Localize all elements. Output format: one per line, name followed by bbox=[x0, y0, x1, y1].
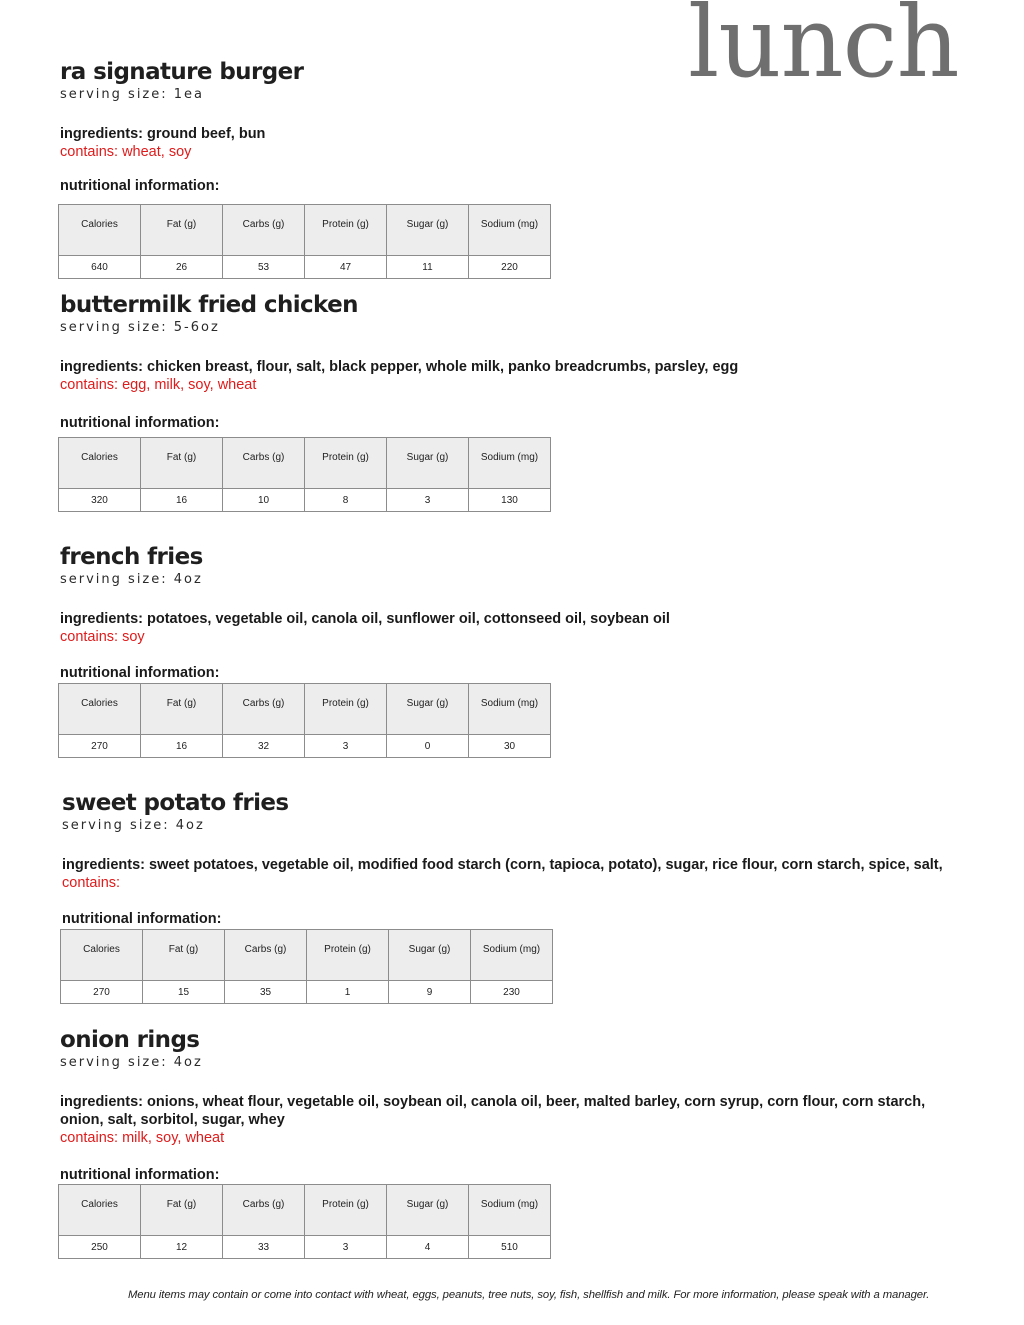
val-carbs: 35 bbox=[225, 981, 307, 1004]
ingredients: ingredients: onions, wheat flour, vegetable oil, soybean oil, canola oil, beer, malted barley, corn syrup, corn flour, corn starch, onion, salt, sorbitol, sugar, whey bbox=[60, 1094, 926, 1128]
nutrition-table bbox=[58, 437, 551, 512]
val-fat: 16 bbox=[141, 735, 223, 758]
ingredients: ingredients: potatoes, vegetable oil, canola oil, sunflower oil, cottonseed oil, soybean oil bbox=[60, 611, 670, 627]
col-carbs: Carbs (g) bbox=[223, 684, 305, 735]
ingredients: ingredients: ground beef, bun bbox=[60, 126, 266, 142]
col-sodium: Sodium (mg) bbox=[469, 438, 551, 489]
val-sugar: 3 bbox=[387, 489, 469, 512]
val-calories: 270 bbox=[59, 735, 141, 758]
nutrition-table bbox=[60, 929, 553, 1004]
val-sodium: 510 bbox=[469, 1236, 551, 1259]
val-calories: 270 bbox=[61, 981, 143, 1004]
col-protein: Protein (g) bbox=[307, 930, 389, 981]
val-fat: 26 bbox=[141, 256, 223, 279]
menu-item-french-fries bbox=[60, 543, 960, 763]
val-sodium: 30 bbox=[469, 735, 551, 758]
allergens: contains: wheat, soy bbox=[60, 144, 192, 160]
nutrition-label: nutritional information: bbox=[60, 178, 220, 194]
val-sodium: 130 bbox=[469, 489, 551, 512]
nutrition-table bbox=[58, 683, 551, 758]
col-calories: Calories bbox=[61, 930, 143, 981]
col-fat: Fat (g) bbox=[141, 684, 223, 735]
val-sugar: 0 bbox=[387, 735, 469, 758]
menu-item-buttermilk-fried-chicken bbox=[60, 291, 960, 521]
val-sugar: 4 bbox=[387, 1236, 469, 1259]
val-sodium: 220 bbox=[469, 256, 551, 279]
col-sugar: Sugar (g) bbox=[387, 438, 469, 489]
val-protein: 8 bbox=[305, 489, 387, 512]
item-title: sweet potato fries bbox=[62, 790, 289, 816]
val-fat: 16 bbox=[141, 489, 223, 512]
col-carbs: Carbs (g) bbox=[223, 438, 305, 489]
serving-size: serving size: 5-6oz bbox=[60, 320, 220, 335]
val-protein: 3 bbox=[305, 1236, 387, 1259]
col-sodium: Sodium (mg) bbox=[469, 205, 551, 256]
ingredients: ingredients: chicken breast, flour, salt, black pepper, whole milk, panko breadcrumbs, parsley, egg bbox=[60, 359, 739, 375]
val-fat: 15 bbox=[143, 981, 225, 1004]
col-sugar: Sugar (g) bbox=[389, 930, 471, 981]
col-fat: Fat (g) bbox=[143, 930, 225, 981]
col-protein: Protein (g) bbox=[305, 205, 387, 256]
item-title: buttermilk fried chicken bbox=[60, 292, 358, 318]
val-calories: 640 bbox=[59, 256, 141, 279]
col-calories: Calories bbox=[59, 1185, 141, 1236]
allergens: contains: soy bbox=[60, 629, 145, 645]
val-carbs: 33 bbox=[223, 1236, 305, 1259]
val-protein: 1 bbox=[307, 981, 389, 1004]
item-title: onion rings bbox=[60, 1027, 200, 1053]
col-carbs: Carbs (g) bbox=[223, 205, 305, 256]
item-title: ra signature burger bbox=[60, 59, 304, 85]
val-calories: 320 bbox=[59, 489, 141, 512]
allergens: contains: bbox=[62, 875, 121, 891]
col-fat: Fat (g) bbox=[141, 1185, 223, 1236]
val-calories: 250 bbox=[59, 1236, 141, 1259]
col-carbs: Carbs (g) bbox=[223, 1185, 305, 1236]
serving-size: serving size: 4oz bbox=[62, 818, 205, 833]
col-protein: Protein (g) bbox=[305, 438, 387, 489]
menu-item-sweet-potato-fries bbox=[62, 789, 962, 1009]
val-fat: 12 bbox=[141, 1236, 223, 1259]
val-carbs: 53 bbox=[223, 256, 305, 279]
val-sugar: 9 bbox=[389, 981, 471, 1004]
col-sugar: Sugar (g) bbox=[387, 205, 469, 256]
val-protein: 47 bbox=[305, 256, 387, 279]
nutrition-label: nutritional information: bbox=[62, 911, 222, 927]
nutrition-label: nutritional information: bbox=[60, 665, 220, 681]
val-carbs: 10 bbox=[223, 489, 305, 512]
nutrition-label: nutritional information: bbox=[60, 415, 220, 431]
col-sodium: Sodium (mg) bbox=[469, 684, 551, 735]
col-sugar: Sugar (g) bbox=[387, 1185, 469, 1236]
val-sodium: 230 bbox=[471, 981, 553, 1004]
col-protein: Protein (g) bbox=[305, 684, 387, 735]
allergens: contains: egg, milk, soy, wheat bbox=[60, 377, 257, 393]
ingredients: ingredients: sweet potatoes, vegetable oil, modified food starch (corn, tapioca, potato), sugar, rice flour, corn starch, spice, salt, bbox=[62, 857, 943, 873]
col-fat: Fat (g) bbox=[141, 438, 223, 489]
nutrition-label: nutritional information: bbox=[60, 1167, 220, 1183]
col-sodium: Sodium (mg) bbox=[469, 1185, 551, 1236]
col-fat: Fat (g) bbox=[141, 205, 223, 256]
col-protein: Protein (g) bbox=[305, 1185, 387, 1236]
col-sugar: Sugar (g) bbox=[387, 684, 469, 735]
col-sodium: Sodium (mg) bbox=[471, 930, 553, 981]
col-carbs: Carbs (g) bbox=[225, 930, 307, 981]
item-title: french fries bbox=[60, 544, 203, 570]
col-calories: Calories bbox=[59, 438, 141, 489]
nutrition-table bbox=[58, 1184, 551, 1259]
serving-size: serving size: 4oz bbox=[60, 572, 203, 587]
nutrition-table bbox=[58, 204, 551, 279]
serving-size: serving size: 4oz bbox=[60, 1055, 203, 1070]
val-sugar: 11 bbox=[387, 256, 469, 279]
page-heading: lunch bbox=[688, 0, 959, 100]
menu-item-ra-signature-burger bbox=[60, 58, 960, 288]
val-carbs: 32 bbox=[223, 735, 305, 758]
allergens: contains: milk, soy, wheat bbox=[60, 1130, 225, 1146]
menu-item-onion-rings bbox=[60, 1026, 960, 1266]
col-calories: Calories bbox=[59, 684, 141, 735]
serving-size: serving size: 1ea bbox=[60, 87, 204, 102]
col-calories: Calories bbox=[59, 205, 141, 256]
allergen-disclaimer: Menu items may contain or come into contact with wheat, eggs, peanuts, tree nuts, soy, fish, shellfish and milk. For more information, please speak with a manager. bbox=[128, 1289, 930, 1301]
val-protein: 3 bbox=[305, 735, 387, 758]
